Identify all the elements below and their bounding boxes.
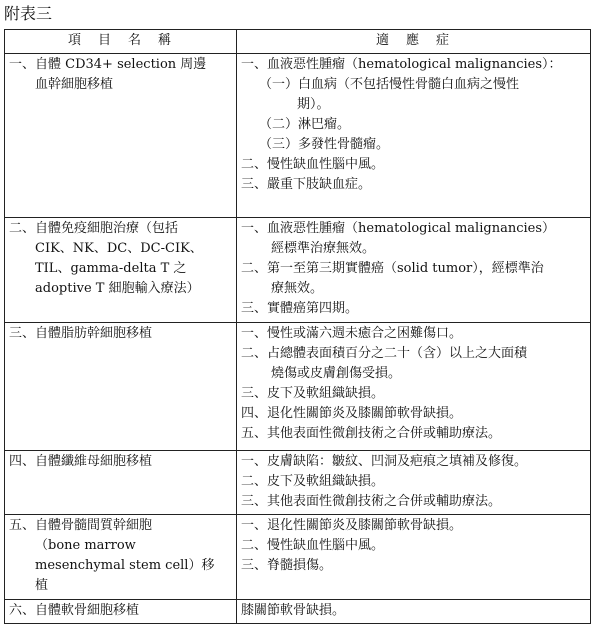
indication-line: 三、嚴重下肢缺血症。 (241, 177, 372, 192)
table-row (5, 218, 591, 323)
indication-line: 三、其他表面性微創技術之合併或輔助療法。 (241, 494, 502, 509)
indication-line: （三）多發性骨髓瘤。 (259, 137, 390, 152)
indication-line: 二、慢性缺血性腦中風。 (241, 538, 385, 553)
table-row (5, 323, 591, 451)
indication-cell (237, 54, 591, 218)
item-cell (5, 218, 237, 323)
item-line: 三、自體脂肪幹細胞移植 (9, 326, 153, 341)
header-indication: 適 應 症 (237, 30, 591, 54)
indication-line: 膝關節軟骨缺損。 (241, 603, 346, 618)
indication-line: （一）白血病（不包括慢性骨髓白血病之慢性 (259, 77, 520, 92)
item-cell (5, 600, 237, 624)
item-cell (5, 323, 237, 451)
indication-line: 一、退化性關節炎及膝關節軟骨缺損。 (241, 518, 463, 533)
indication-line: 二、第一至第三期實體癌（solid tumor），經標準治 (241, 261, 544, 276)
indication-line: 二、慢性缺血性腦中風。 (241, 157, 385, 172)
item-line: 五、自體骨髓間質幹細胞 (9, 518, 153, 533)
table-row (5, 515, 591, 600)
indication-line: 三、脊髓損傷。 (241, 558, 333, 573)
indication-line: 三、皮下及軟組織缺損。 (241, 386, 385, 401)
indication-line: 經標準治療無效。 (271, 241, 376, 256)
indication-line: （二）淋巴瘤。 (259, 117, 351, 132)
indication-cell (237, 323, 591, 451)
item-line: adoptive T 細胞輸入療法） (35, 281, 200, 296)
page-title: 附表三 (4, 4, 53, 23)
item-line: 血幹細胞移植 (35, 77, 114, 92)
indication-line: 燒傷或皮膚創傷受損。 (271, 366, 402, 381)
indication-cell (237, 515, 591, 600)
indication-line: 五、其他表面性微創技術之合併或輔助療法。 (241, 426, 502, 441)
table-row (5, 54, 591, 218)
indication-cell (237, 451, 591, 515)
indication-line: 期）。 (297, 97, 330, 112)
stem-cell-indications-table (4, 29, 591, 624)
item-line: 一、自體 CD34+ selection 周邊 (9, 57, 207, 72)
item-line: TIL、gamma-delta T 之 (35, 261, 187, 276)
item-cell (5, 515, 237, 600)
item-line: mesenchymal stem cell）移 (35, 558, 215, 573)
indication-line: 三、實體癌第四期。 (241, 301, 359, 316)
indication-line: 一、血液惡性腫瘤（hematological malignancies） (241, 221, 555, 236)
table-header-row (5, 30, 591, 54)
indication-line: 二、占總體表面積百分之二十（含）以上之大面積 (241, 346, 528, 361)
indication-line: 療無效。 (271, 281, 324, 296)
indication-line: 一、皮膚缺陷：皺紋、凹洞及疤痕之填補及修復。 (241, 454, 528, 469)
item-cell (5, 54, 237, 218)
table-row (5, 451, 591, 515)
indication-cell (237, 600, 591, 624)
indication-line: 四、退化性關節炎及膝關節軟骨缺損。 (241, 406, 463, 421)
item-line: 植 (35, 578, 49, 593)
header-item-name: 項 目 名 稱 (5, 30, 237, 54)
table-row (5, 600, 591, 624)
item-line: （bone marrow (35, 538, 136, 553)
item-line: 二、自體免疫細胞治療（包括 (9, 221, 179, 236)
indication-line: 一、慢性或滿六週未癒合之困難傷口。 (241, 326, 463, 341)
item-line: CIK、NK、DC、DC-CIK、 (35, 241, 203, 256)
indication-line: 二、皮下及軟組織缺損。 (241, 474, 385, 489)
indication-line: 一、血液惡性腫瘤（hematological malignancies）： (241, 57, 562, 72)
item-cell (5, 451, 237, 515)
indication-cell (237, 218, 591, 323)
item-line: 四、自體纖維母細胞移植 (9, 454, 153, 469)
item-line: 六、自體軟骨細胞移植 (9, 603, 140, 618)
